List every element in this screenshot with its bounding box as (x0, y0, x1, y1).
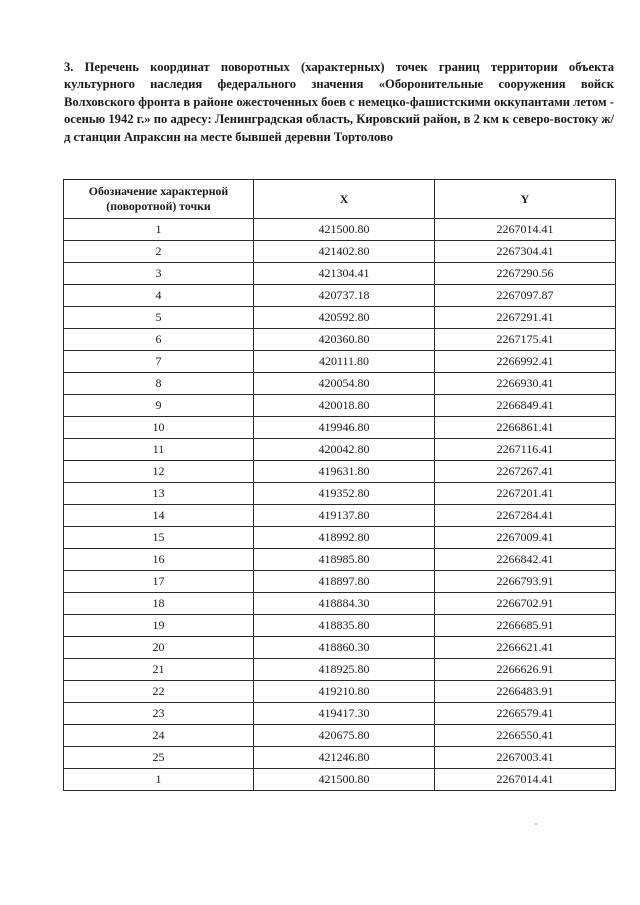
cell-point-number: 14 (64, 505, 254, 527)
cell-y-coordinate: 2266930.41 (435, 373, 616, 395)
cell-x-coordinate: 418985.80 (254, 549, 435, 571)
cell-point-number: 24 (64, 725, 254, 747)
cell-x-coordinate: 420592.80 (254, 307, 435, 329)
cell-y-coordinate: 2267014.41 (435, 219, 616, 241)
table-row (64, 593, 616, 615)
cell-point-number: 18 (64, 593, 254, 615)
table-row (64, 417, 616, 439)
cell-x-coordinate: 421402.80 (254, 241, 435, 263)
cell-x-coordinate: 420018.80 (254, 395, 435, 417)
cell-x-coordinate: 420042.80 (254, 439, 435, 461)
cell-x-coordinate: 418884.30 (254, 593, 435, 615)
cell-point-number: 9 (64, 395, 254, 417)
column-header-y: Y (435, 180, 616, 219)
cell-y-coordinate: 2266483.91 (435, 681, 616, 703)
cell-point-number: 20 (64, 637, 254, 659)
cell-x-coordinate: 419946.80 (254, 417, 435, 439)
table-row (64, 461, 616, 483)
cell-y-coordinate: 2267009.41 (435, 527, 616, 549)
table-header-row (64, 180, 616, 219)
cell-point-number: 19 (64, 615, 254, 637)
cell-point-number: 1 (64, 219, 254, 241)
table-row (64, 615, 616, 637)
cell-point-number: 7 (64, 351, 254, 373)
table-row (64, 439, 616, 461)
table-row (64, 527, 616, 549)
cell-point-number: 22 (64, 681, 254, 703)
cell-point-number: 25 (64, 747, 254, 769)
cell-x-coordinate: 421304.41 (254, 263, 435, 285)
cell-x-coordinate: 418860.30 (254, 637, 435, 659)
cell-x-coordinate: 418992.80 (254, 527, 435, 549)
cell-point-number: 13 (64, 483, 254, 505)
cell-x-coordinate: 420675.80 (254, 725, 435, 747)
cell-x-coordinate: 419210.80 (254, 681, 435, 703)
table-row (64, 241, 616, 263)
cell-point-number: 12 (64, 461, 254, 483)
cell-y-coordinate: 2267201.41 (435, 483, 616, 505)
cell-y-coordinate: 2266793.91 (435, 571, 616, 593)
cell-x-coordinate: 419631.80 (254, 461, 435, 483)
table-row (64, 725, 616, 747)
table-row (64, 483, 616, 505)
cell-y-coordinate: 2266992.41 (435, 351, 616, 373)
column-header-x: X (254, 180, 435, 219)
table-body (64, 219, 616, 791)
cell-y-coordinate: 2267003.41 (435, 747, 616, 769)
cell-x-coordinate: 421500.80 (254, 769, 435, 791)
table-row (64, 395, 616, 417)
cell-x-coordinate: 419137.80 (254, 505, 435, 527)
cell-x-coordinate: 419352.80 (254, 483, 435, 505)
table-row (64, 373, 616, 395)
cell-y-coordinate: 2266550.41 (435, 725, 616, 747)
cell-point-number: 10 (64, 417, 254, 439)
cell-point-number: 6 (64, 329, 254, 351)
cell-point-number: 16 (64, 549, 254, 571)
cell-x-coordinate: 418835.80 (254, 615, 435, 637)
table-row (64, 571, 616, 593)
table-row (64, 637, 616, 659)
table-row (64, 285, 616, 307)
cell-y-coordinate: 2267304.41 (435, 241, 616, 263)
table-row (64, 769, 616, 791)
cell-point-number: 21 (64, 659, 254, 681)
cell-y-coordinate: 2267284.41 (435, 505, 616, 527)
document-heading: 3. Перечень координат поворотных (характерных) точек границ территории объекта культурного наследия федерального значения «Оборонительные сооружения войск Волховского фронта в районе ожесточенных боев с немецко-фашистскими оккупантами летом - осенью 1942 г.» по адресу: Ленинградская область, Кировский район, в 2 км к северо-востоку ж/д станции Апраксин на месте бывшей деревни Тортолово (64, 60, 614, 144)
cell-y-coordinate: 2267175.41 (435, 329, 616, 351)
cell-x-coordinate: 421500.80 (254, 219, 435, 241)
cell-y-coordinate: 2267097.87 (435, 285, 616, 307)
cell-y-coordinate: 2266626.91 (435, 659, 616, 681)
table-row (64, 747, 616, 769)
table-row (64, 659, 616, 681)
cell-point-number: 8 (64, 373, 254, 395)
table-row (64, 505, 616, 527)
cell-y-coordinate: 2267267.41 (435, 461, 616, 483)
cell-y-coordinate: 2266702.91 (435, 593, 616, 615)
cell-y-coordinate: 2266849.41 (435, 395, 616, 417)
coordinates-table (63, 179, 616, 791)
cell-y-coordinate: 2266685.91 (435, 615, 616, 637)
cell-y-coordinate: 2266842.41 (435, 549, 616, 571)
cell-y-coordinate: 2266621.41 (435, 637, 616, 659)
cell-point-number: 23 (64, 703, 254, 725)
table-row (64, 681, 616, 703)
cell-x-coordinate: 420360.80 (254, 329, 435, 351)
table-row (64, 219, 616, 241)
cell-point-number: 5 (64, 307, 254, 329)
cell-x-coordinate: 420737.18 (254, 285, 435, 307)
cell-point-number: 11 (64, 439, 254, 461)
table-row (64, 329, 616, 351)
cell-y-coordinate: 2267116.41 (435, 439, 616, 461)
cell-point-number: 15 (64, 527, 254, 549)
cell-x-coordinate: 418925.80 (254, 659, 435, 681)
cell-y-coordinate: 2267014.41 (435, 769, 616, 791)
cell-point-number: 17 (64, 571, 254, 593)
table-row (64, 703, 616, 725)
cell-x-coordinate: 420054.80 (254, 373, 435, 395)
cell-x-coordinate: 421246.80 (254, 747, 435, 769)
table-row (64, 549, 616, 571)
cell-y-coordinate: 2267290.56 (435, 263, 616, 285)
cell-x-coordinate: 420111.80 (254, 351, 435, 373)
table-row (64, 263, 616, 285)
scan-speck (535, 823, 537, 825)
cell-point-number: 4 (64, 285, 254, 307)
cell-y-coordinate: 2267291.41 (435, 307, 616, 329)
cell-point-number: 3 (64, 263, 254, 285)
cell-point-number: 1 (64, 769, 254, 791)
cell-point-number: 2 (64, 241, 254, 263)
cell-y-coordinate: 2266861.41 (435, 417, 616, 439)
table-row (64, 307, 616, 329)
cell-y-coordinate: 2266579.41 (435, 703, 616, 725)
table-row (64, 351, 616, 373)
cell-x-coordinate: 419417.30 (254, 703, 435, 725)
column-header-point: Обозначение характерной (поворотной) точки (64, 180, 254, 219)
cell-x-coordinate: 418897.80 (254, 571, 435, 593)
